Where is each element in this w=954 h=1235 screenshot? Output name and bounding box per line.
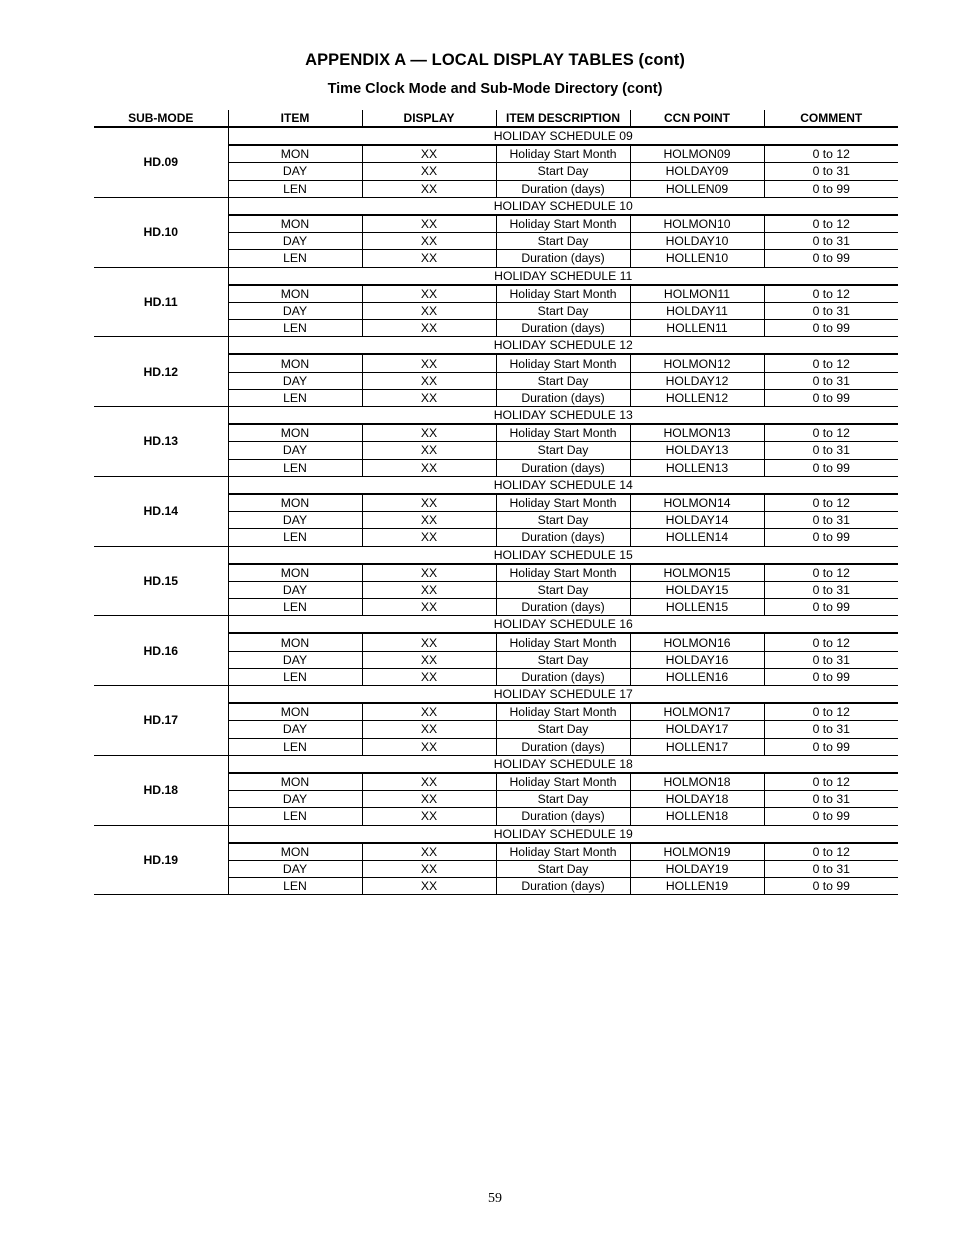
item-description-cell: Start Day [496, 651, 630, 668]
schedule-header-row [94, 616, 898, 634]
header-row [94, 110, 898, 127]
comment-cell: 0 to 99 [764, 459, 898, 476]
item-cell: LEN [228, 599, 362, 616]
schedule-header-row [94, 127, 898, 145]
comment-cell: 0 to 12 [764, 703, 898, 721]
schedule-title-cell: HOLIDAY SCHEDULE 14 [228, 476, 898, 494]
item-cell: LEN [228, 180, 362, 197]
comment-cell: 0 to 31 [764, 512, 898, 529]
ccn-point-cell: HOLLEN15 [630, 599, 764, 616]
sub-mode-cell: HD.11 [94, 267, 228, 337]
comment-cell: 0 to 12 [764, 564, 898, 582]
comment-cell: 0 to 31 [764, 442, 898, 459]
comment-cell: 0 to 12 [764, 494, 898, 512]
display-cell: XX [362, 180, 496, 197]
item-description-cell: Holiday Start Month [496, 633, 630, 651]
item-description-cell: Duration (days) [496, 878, 630, 895]
item-description-cell: Holiday Start Month [496, 843, 630, 861]
ccn-point-cell: HOLLEN16 [630, 668, 764, 685]
comment-cell: 0 to 31 [764, 791, 898, 808]
item-cell: MON [228, 285, 362, 303]
comment-cell: 0 to 99 [764, 599, 898, 616]
schedule-header-row [94, 267, 898, 285]
schedule-header-row [94, 825, 898, 843]
schedule-header-row [94, 546, 898, 564]
schedule-title-cell: HOLIDAY SCHEDULE 17 [228, 686, 898, 704]
ccn-point-cell: HOLMON09 [630, 145, 764, 163]
ccn-point-cell: HOLDAY15 [630, 581, 764, 598]
schedule-title-cell: HOLIDAY SCHEDULE 11 [228, 267, 898, 285]
item-cell: DAY [228, 302, 362, 319]
item-cell: DAY [228, 581, 362, 598]
item-cell: DAY [228, 442, 362, 459]
ccn-point-cell: HOLLEN09 [630, 180, 764, 197]
sub-mode-cell: HD.12 [94, 337, 228, 407]
display-cell: XX [362, 442, 496, 459]
item-description-cell: Duration (days) [496, 459, 630, 476]
display-cell: XX [362, 599, 496, 616]
display-cell: XX [362, 860, 496, 877]
display-cell: XX [362, 424, 496, 442]
comment-cell: 0 to 99 [764, 250, 898, 267]
comment-cell: 0 to 99 [764, 180, 898, 197]
item-cell: LEN [228, 738, 362, 755]
column-header-ccn-point: CCN POINT [630, 110, 764, 127]
item-cell: DAY [228, 512, 362, 529]
item-description-cell: Duration (days) [496, 320, 630, 337]
comment-cell: 0 to 12 [764, 843, 898, 861]
sub-mode-cell: HD.09 [94, 127, 228, 197]
ccn-point-cell: HOLLEN11 [630, 320, 764, 337]
comment-cell: 0 to 31 [764, 163, 898, 180]
item-description-cell: Start Day [496, 233, 630, 250]
schedule-title-cell: HOLIDAY SCHEDULE 12 [228, 337, 898, 355]
comment-cell: 0 to 99 [764, 738, 898, 755]
item-cell: MON [228, 703, 362, 721]
display-cell: XX [362, 564, 496, 582]
item-description-cell: Holiday Start Month [496, 703, 630, 721]
schedule-header-row [94, 407, 898, 425]
column-header-sub-mode: SUB-MODE [94, 110, 228, 127]
display-cell: XX [362, 389, 496, 406]
comment-cell: 0 to 12 [764, 145, 898, 163]
item-cell: MON [228, 424, 362, 442]
item-cell: LEN [228, 250, 362, 267]
item-description-cell: Holiday Start Month [496, 354, 630, 372]
column-header-display: DISPLAY [362, 110, 496, 127]
sub-mode-cell: HD.14 [94, 476, 228, 546]
comment-cell: 0 to 12 [764, 424, 898, 442]
ccn-point-cell: HOLDAY18 [630, 791, 764, 808]
sub-mode-cell: HD.19 [94, 825, 228, 895]
item-description-cell: Duration (days) [496, 389, 630, 406]
comment-cell: 0 to 31 [764, 651, 898, 668]
item-description-cell: Holiday Start Month [496, 215, 630, 233]
item-description-cell: Start Day [496, 442, 630, 459]
item-cell: MON [228, 843, 362, 861]
sub-mode-cell: HD.16 [94, 616, 228, 686]
item-cell: LEN [228, 808, 362, 825]
sub-mode-cell: HD.18 [94, 755, 228, 825]
column-header-item-description: ITEM DESCRIPTION [496, 110, 630, 127]
comment-cell: 0 to 99 [764, 529, 898, 546]
ccn-point-cell: HOLDAY13 [630, 442, 764, 459]
item-cell: MON [228, 494, 362, 512]
item-description-cell: Duration (days) [496, 250, 630, 267]
item-cell: LEN [228, 389, 362, 406]
display-cell: XX [362, 233, 496, 250]
item-cell: LEN [228, 459, 362, 476]
display-cell: XX [362, 651, 496, 668]
item-cell: DAY [228, 860, 362, 877]
display-cell: XX [362, 302, 496, 319]
item-cell: DAY [228, 233, 362, 250]
comment-cell: 0 to 12 [764, 354, 898, 372]
ccn-point-cell: HOLLEN18 [630, 808, 764, 825]
page-subtitle: Time Clock Mode and Sub-Mode Directory (cont) [327, 81, 663, 97]
sub-mode-cell: HD.13 [94, 407, 228, 477]
item-description-cell: Start Day [496, 372, 630, 389]
comment-cell: 0 to 12 [764, 215, 898, 233]
page-number: 59 [488, 1191, 502, 1206]
schedule-header-row [94, 686, 898, 704]
item-description-cell: Holiday Start Month [496, 285, 630, 303]
schedule-title-cell: HOLIDAY SCHEDULE 18 [228, 755, 898, 773]
schedule-header-row [94, 197, 898, 215]
item-cell: DAY [228, 163, 362, 180]
column-header-item: ITEM [228, 110, 362, 127]
item-cell: DAY [228, 721, 362, 738]
item-cell: LEN [228, 320, 362, 337]
schedule-title-cell: HOLIDAY SCHEDULE 16 [228, 616, 898, 634]
item-cell: MON [228, 633, 362, 651]
display-cell: XX [362, 512, 496, 529]
ccn-point-cell: HOLMON18 [630, 773, 764, 791]
display-cell: XX [362, 215, 496, 233]
item-description-cell: Holiday Start Month [496, 424, 630, 442]
display-cell: XX [362, 372, 496, 389]
ccn-point-cell: HOLLEN10 [630, 250, 764, 267]
display-cell: XX [362, 581, 496, 598]
ccn-point-cell: HOLMON17 [630, 703, 764, 721]
item-description-cell: Holiday Start Month [496, 564, 630, 582]
comment-cell: 0 to 31 [764, 372, 898, 389]
comment-cell: 0 to 99 [764, 808, 898, 825]
schedule-title-cell: HOLIDAY SCHEDULE 13 [228, 407, 898, 425]
display-cell: XX [362, 738, 496, 755]
comment-cell: 0 to 12 [764, 285, 898, 303]
comment-cell: 0 to 99 [764, 389, 898, 406]
item-description-cell: Start Day [496, 791, 630, 808]
comment-cell: 0 to 99 [764, 668, 898, 685]
sub-mode-cell: HD.10 [94, 197, 228, 267]
comment-cell: 0 to 12 [764, 633, 898, 651]
ccn-point-cell: HOLMON13 [630, 424, 764, 442]
ccn-point-cell: HOLMON16 [630, 633, 764, 651]
comment-cell: 0 to 31 [764, 581, 898, 598]
comment-cell: 0 to 31 [764, 721, 898, 738]
item-cell: LEN [228, 668, 362, 685]
display-cell: XX [362, 145, 496, 163]
item-description-cell: Start Day [496, 721, 630, 738]
item-description-cell: Start Day [496, 581, 630, 598]
schedule-title-cell: HOLIDAY SCHEDULE 09 [228, 127, 898, 145]
display-cell: XX [362, 459, 496, 476]
ccn-point-cell: HOLDAY19 [630, 860, 764, 877]
item-description-cell: Duration (days) [496, 529, 630, 546]
page-title: APPENDIX A — LOCAL DISPLAY TABLES (cont) [305, 51, 685, 69]
ccn-point-cell: HOLLEN13 [630, 459, 764, 476]
item-description-cell: Duration (days) [496, 738, 630, 755]
item-cell: DAY [228, 372, 362, 389]
item-description-cell: Start Day [496, 860, 630, 877]
item-cell: MON [228, 773, 362, 791]
item-description-cell: Start Day [496, 512, 630, 529]
display-cell: XX [362, 633, 496, 651]
sub-mode-cell: HD.17 [94, 686, 228, 756]
schedule-title-cell: HOLIDAY SCHEDULE 19 [228, 825, 898, 843]
item-cell: LEN [228, 529, 362, 546]
ccn-point-cell: HOLDAY17 [630, 721, 764, 738]
item-description-cell: Start Day [496, 302, 630, 319]
comment-cell: 0 to 99 [764, 878, 898, 895]
display-cell: XX [362, 843, 496, 861]
display-cell: XX [362, 791, 496, 808]
schedule-title-cell: HOLIDAY SCHEDULE 10 [228, 197, 898, 215]
item-description-cell: Holiday Start Month [496, 773, 630, 791]
display-cell: XX [362, 721, 496, 738]
item-description-cell: Duration (days) [496, 668, 630, 685]
item-description-cell: Duration (days) [496, 808, 630, 825]
ccn-point-cell: HOLMON11 [630, 285, 764, 303]
item-description-cell: Holiday Start Month [496, 494, 630, 512]
ccn-point-cell: HOLDAY14 [630, 512, 764, 529]
sub-mode-cell: HD.15 [94, 546, 228, 616]
item-description-cell: Duration (days) [496, 180, 630, 197]
comment-cell: 0 to 12 [764, 773, 898, 791]
ccn-point-cell: HOLMON15 [630, 564, 764, 582]
ccn-point-cell: HOLDAY16 [630, 651, 764, 668]
display-cell: XX [362, 773, 496, 791]
item-cell: MON [228, 145, 362, 163]
display-cell: XX [362, 163, 496, 180]
ccn-point-cell: HOLDAY10 [630, 233, 764, 250]
ccn-point-cell: HOLLEN14 [630, 529, 764, 546]
item-cell: MON [228, 564, 362, 582]
ccn-point-cell: HOLMON12 [630, 354, 764, 372]
display-cell: XX [362, 494, 496, 512]
ccn-point-cell: HOLMON19 [630, 843, 764, 861]
comment-cell: 0 to 31 [764, 233, 898, 250]
schedule-title-cell: HOLIDAY SCHEDULE 15 [228, 546, 898, 564]
schedule-header-row [94, 755, 898, 773]
item-cell: MON [228, 354, 362, 372]
comment-cell: 0 to 99 [764, 320, 898, 337]
item-cell: LEN [228, 878, 362, 895]
item-description-cell: Holiday Start Month [496, 145, 630, 163]
ccn-point-cell: HOLLEN12 [630, 389, 764, 406]
column-header-comment: COMMENT [764, 110, 898, 127]
display-cell: XX [362, 285, 496, 303]
schedule-header-row [94, 337, 898, 355]
display-cell: XX [362, 808, 496, 825]
ccn-point-cell: HOLMON10 [630, 215, 764, 233]
ccn-point-cell: HOLDAY09 [630, 163, 764, 180]
display-cell: XX [362, 529, 496, 546]
schedule-header-row [94, 476, 898, 494]
display-cell: XX [362, 703, 496, 721]
table-body [94, 127, 898, 895]
item-cell: MON [228, 215, 362, 233]
ccn-point-cell: HOLMON14 [630, 494, 764, 512]
display-cell: XX [362, 320, 496, 337]
submode-directory-table [94, 110, 898, 895]
display-cell: XX [362, 878, 496, 895]
item-description-cell: Duration (days) [496, 599, 630, 616]
ccn-point-cell: HOLLEN17 [630, 738, 764, 755]
ccn-point-cell: HOLDAY12 [630, 372, 764, 389]
item-cell: DAY [228, 791, 362, 808]
item-cell: DAY [228, 651, 362, 668]
display-cell: XX [362, 354, 496, 372]
display-cell: XX [362, 250, 496, 267]
ccn-point-cell: HOLDAY11 [630, 302, 764, 319]
ccn-point-cell: HOLLEN19 [630, 878, 764, 895]
comment-cell: 0 to 31 [764, 302, 898, 319]
display-cell: XX [362, 668, 496, 685]
item-description-cell: Start Day [496, 163, 630, 180]
comment-cell: 0 to 31 [764, 860, 898, 877]
